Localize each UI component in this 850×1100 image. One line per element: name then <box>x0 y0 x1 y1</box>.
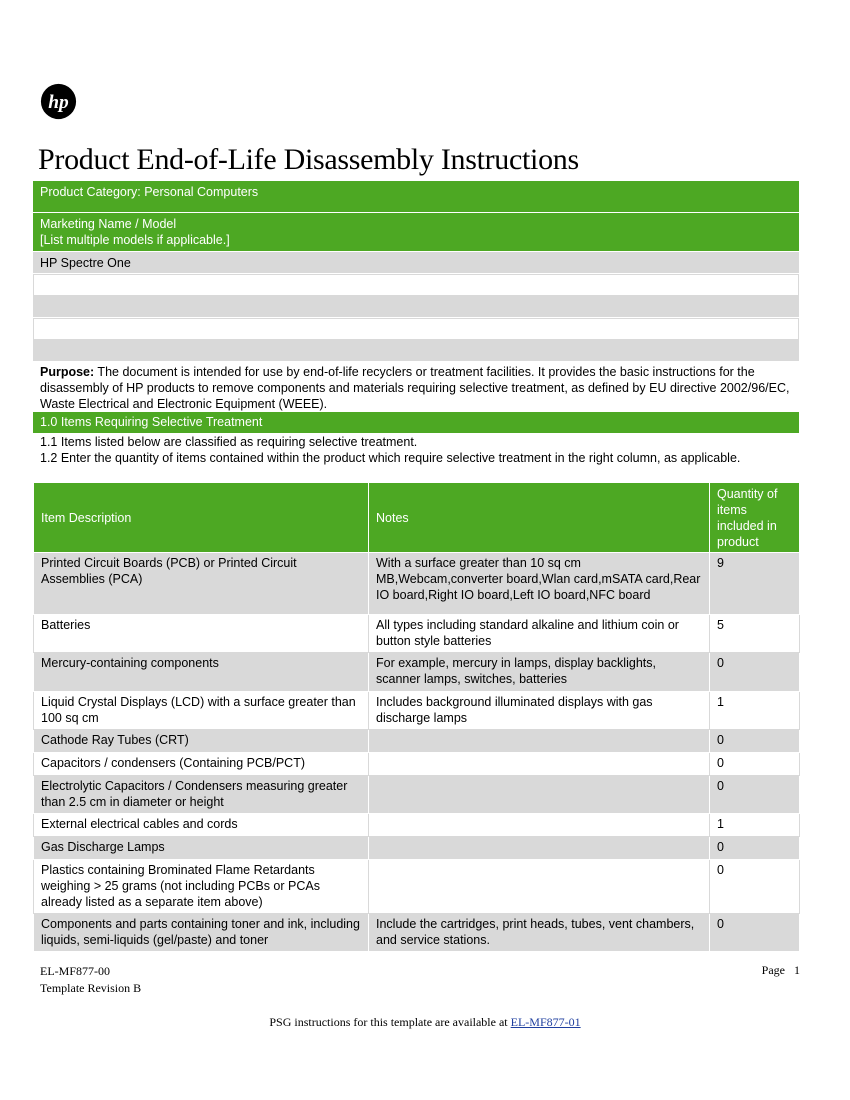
psg-link[interactable]: EL-MF877-01 <box>510 1015 581 1029</box>
item-quantity: 0 <box>710 837 800 860</box>
product-header-table <box>33 181 799 362</box>
psg-text: PSG instructions for this template are available at <box>269 1015 511 1029</box>
item-notes: For example, mercury in lamps, display backlights, scanner lamps, switches, batteries <box>369 653 710 692</box>
item-notes <box>369 730 710 753</box>
table-row <box>34 776 800 814</box>
item-notes <box>369 860 710 914</box>
item-notes: With a surface greater than 10 sq cm MB,Webcam,converter board,Wlan card,mSATA card,Rear IO board,Right IO board,Left IO board,NFC board <box>369 553 710 615</box>
svg-text:hp: hp <box>48 91 69 113</box>
template-revision: Template Revision B <box>40 981 142 995</box>
item-description: Capacitors / condensers (Containing PCB/PCT) <box>34 753 369 776</box>
item-notes <box>369 837 710 860</box>
marketing-hint: [List multiple models if applicable.] <box>40 233 230 247</box>
psg-footer <box>0 1015 850 1030</box>
table-row <box>34 553 800 615</box>
item-notes: Includes background illuminated displays with gas discharge lamps <box>369 692 710 730</box>
table-row <box>34 653 800 692</box>
item-quantity: 1 <box>710 814 800 837</box>
page-label: Page <box>761 963 785 977</box>
item-quantity: 5 <box>710 615 800 653</box>
purpose-label: Purpose: <box>40 365 95 379</box>
item-description: Printed Circuit Boards (PCB) or Printed Circuit Assemblies (PCA) <box>34 553 369 615</box>
page-title: Product End-of-Life Disassembly Instructions <box>38 143 579 176</box>
section-note: 1.1 Items listed below are classified as requiring selective treatment. <box>40 435 418 449</box>
column-header-description: Item Description <box>34 483 369 553</box>
model-row: HP Spectre One <box>33 252 799 274</box>
item-quantity: 9 <box>710 553 800 615</box>
purpose-text: The document is intended for use by end-of-life recyclers or treatment facilities. It provides the basic instructions for the disassembly of HP products to remove components and materials requiring selective treatment, as defined by EU directive 2002/96/EC, Waste Electrical and Electronic Equipment (WEEE). <box>40 365 790 411</box>
marketing-label: Marketing Name / Model <box>40 217 177 231</box>
item-notes <box>369 814 710 837</box>
table-row <box>34 730 800 753</box>
table-row <box>34 753 800 776</box>
table-row <box>34 692 800 730</box>
marketing-name-header <box>33 213 799 252</box>
item-quantity: 1 <box>710 692 800 730</box>
page-number: 1 <box>794 963 800 977</box>
table-header-row <box>34 483 800 553</box>
table-row <box>34 860 800 914</box>
page-number-block <box>762 963 800 978</box>
hp-logo-icon <box>40 83 77 120</box>
model-row <box>33 318 799 340</box>
section-title: 1.0 Items Requiring Selective Treatment <box>33 412 799 433</box>
table-row <box>34 814 800 837</box>
purpose-paragraph <box>40 364 800 412</box>
item-notes <box>369 776 710 814</box>
item-description: Mercury-containing components <box>34 653 369 692</box>
table-row <box>34 914 800 952</box>
section-notes <box>40 434 800 466</box>
item-quantity: 0 <box>710 860 800 914</box>
document-id: EL-MF877-00 <box>40 964 110 978</box>
model-row <box>33 340 799 362</box>
item-quantity: 0 <box>710 753 800 776</box>
item-quantity: 0 <box>710 776 800 814</box>
item-quantity: 0 <box>710 653 800 692</box>
item-description: External electrical cables and cords <box>34 814 369 837</box>
item-description: Components and parts containing toner and ink, including liquids, semi-liquids (gel/paste) and toner <box>34 914 369 952</box>
footer-left <box>40 963 141 997</box>
item-description: Liquid Crystal Displays (LCD) with a surface greater than 100 sq cm <box>34 692 369 730</box>
model-row <box>33 274 799 296</box>
item-description: Batteries <box>34 615 369 653</box>
item-quantity: 0 <box>710 730 800 753</box>
item-notes: Include the cartridges, print heads, tubes, vent chambers, and service stations. <box>369 914 710 952</box>
item-description: Gas Discharge Lamps <box>34 837 369 860</box>
item-notes: All types including standard alkaline and lithium coin or button style batteries <box>369 615 710 653</box>
section-note: 1.2 Enter the quantity of items contained within the product which require selective treatment in the right column, as applicable. <box>40 451 741 465</box>
item-quantity: 0 <box>710 914 800 952</box>
item-description: Cathode Ray Tubes (CRT) <box>34 730 369 753</box>
product-category: Product Category: Personal Computers <box>33 181 799 213</box>
item-description: Electrolytic Capacitors / Condensers measuring greater than 2.5 cm in diameter or height <box>34 776 369 814</box>
items-table <box>33 482 800 952</box>
table-row <box>34 615 800 653</box>
item-description: Plastics containing Brominated Flame Retardants weighing > 25 grams (not including PCBs or PCAs already listed as a separate item above) <box>34 860 369 914</box>
item-notes <box>369 753 710 776</box>
column-header-notes: Notes <box>369 483 710 553</box>
model-row <box>33 296 799 318</box>
table-row <box>34 837 800 860</box>
column-header-quantity: Quantity of items included in product <box>710 483 800 553</box>
